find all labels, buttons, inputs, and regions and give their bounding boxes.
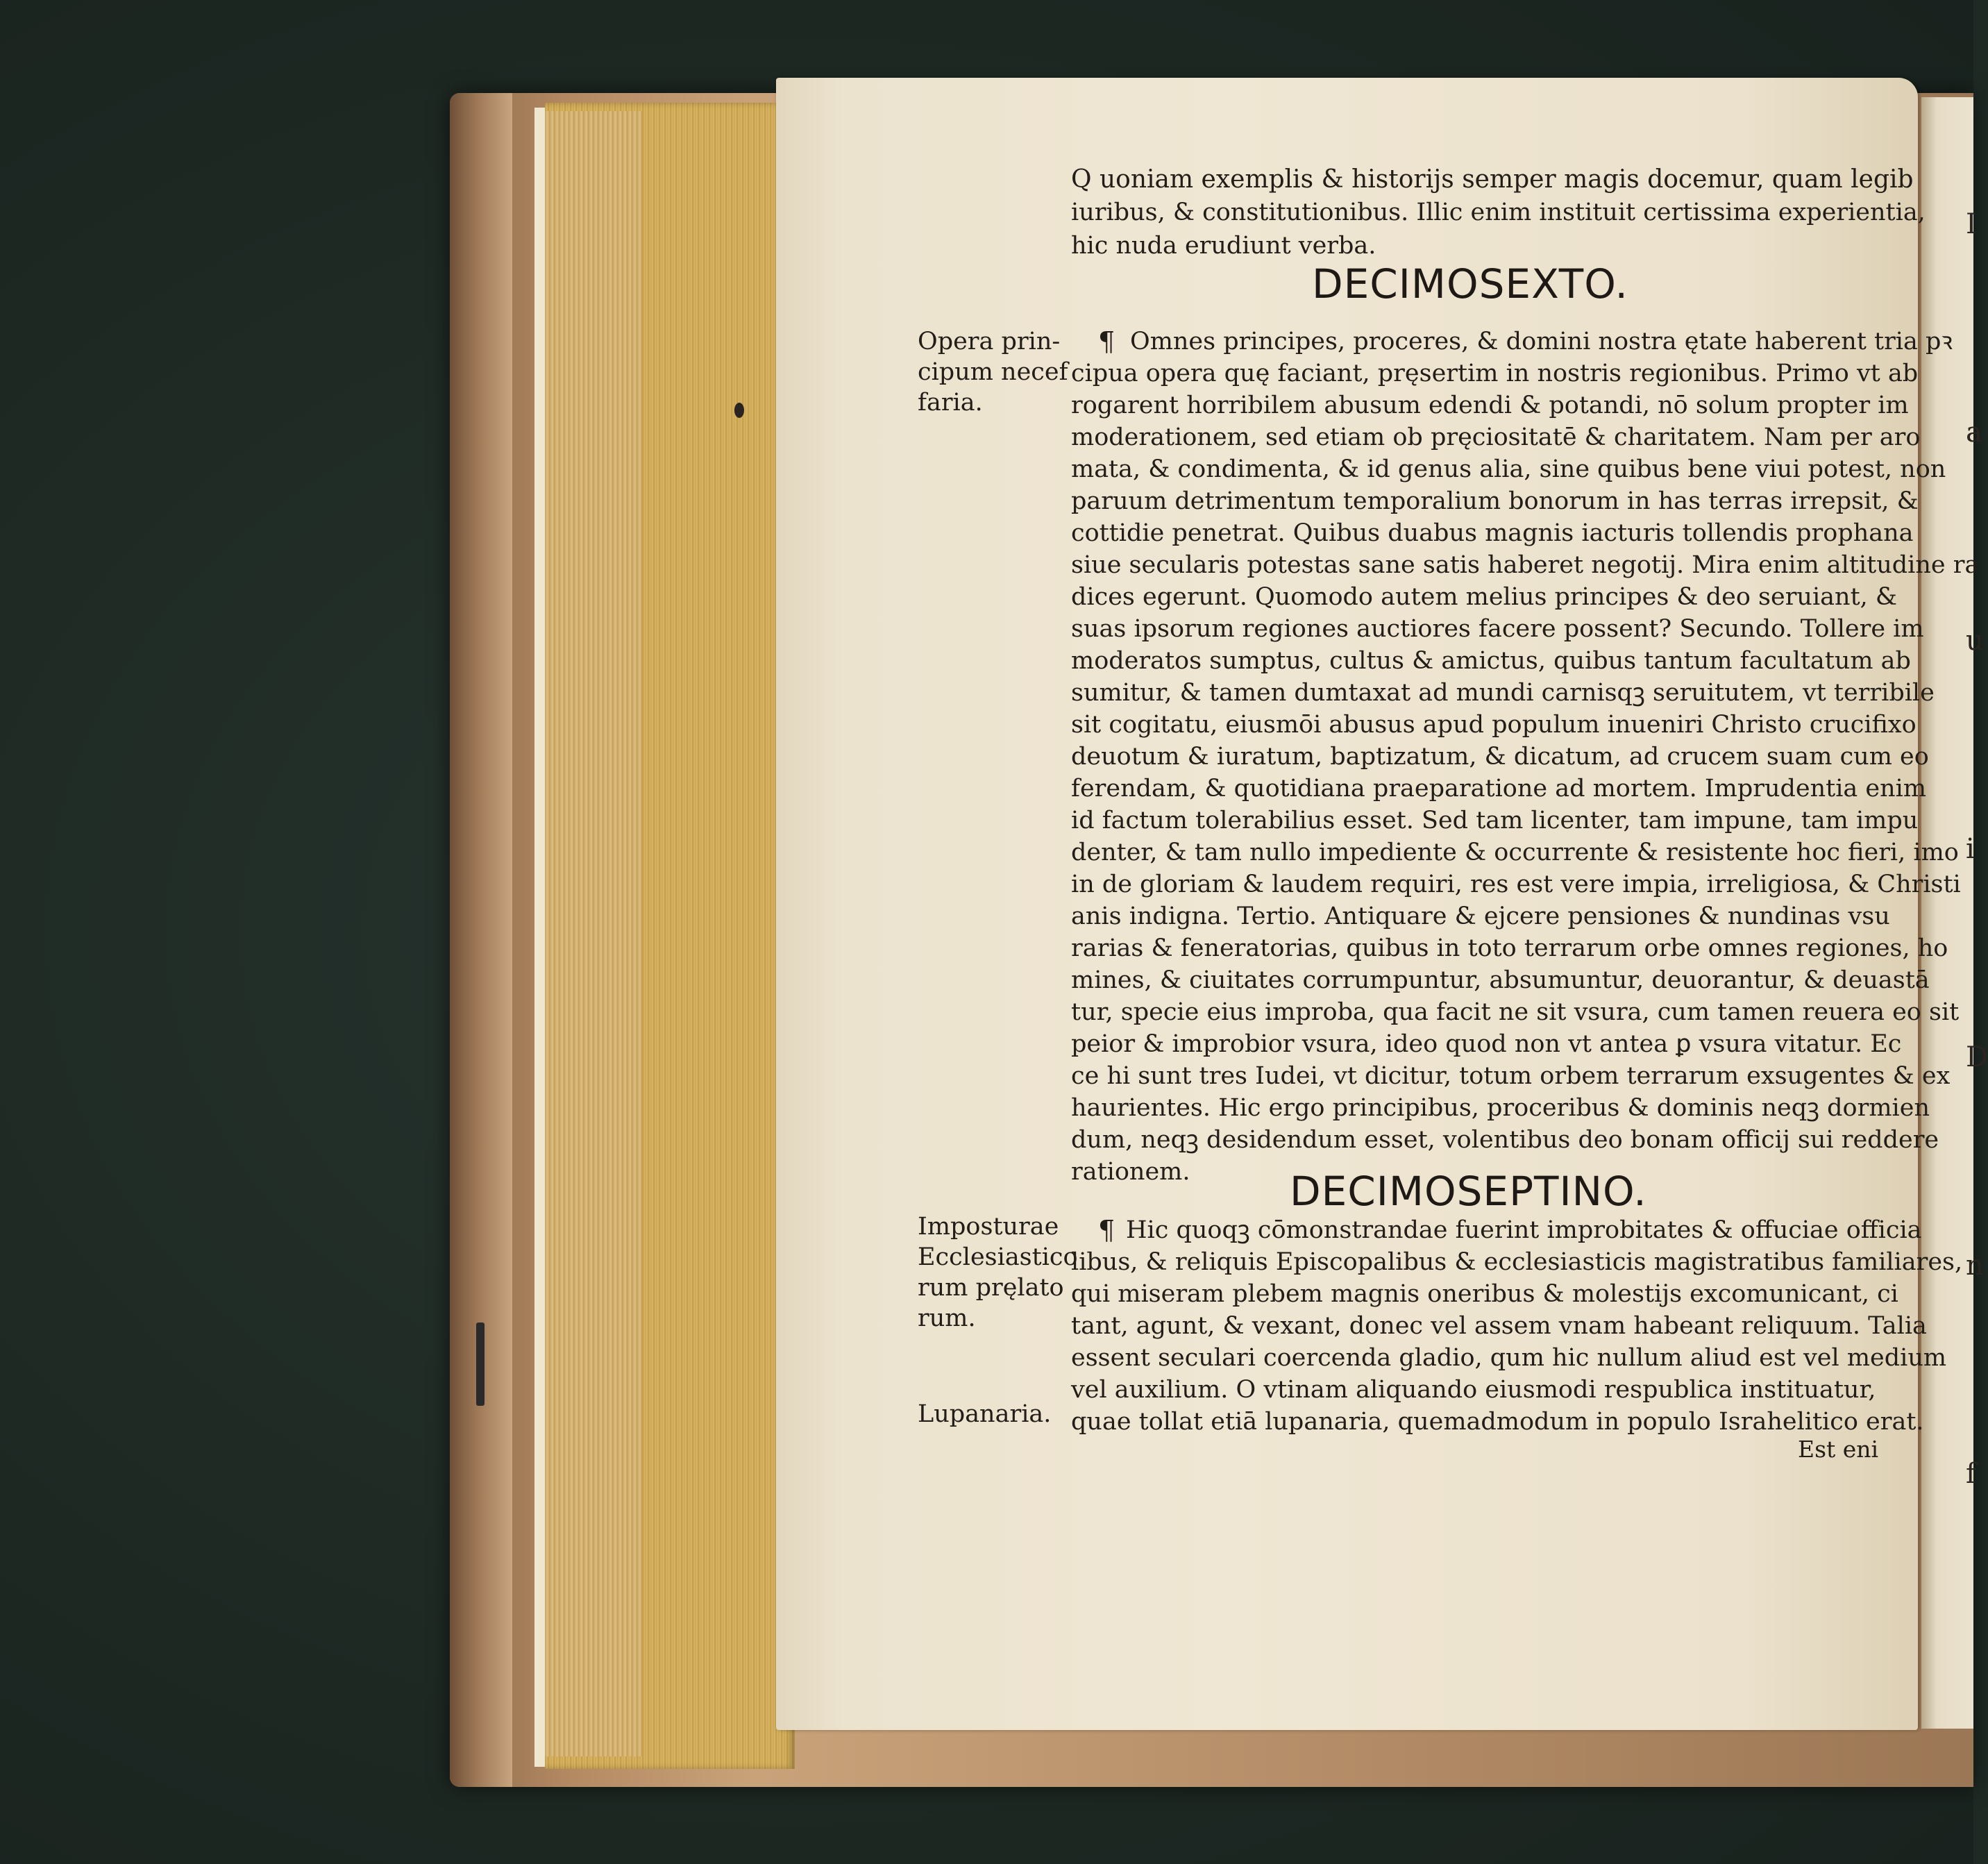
- margin-note-line: Ecclesiastico: [918, 1243, 1078, 1271]
- facing-page-glyph: n: [1966, 1250, 1984, 1282]
- margin-note-line: faria.: [918, 389, 983, 417]
- text-line: vel auxilium. O vtinam aliquando eiusmodi respublica instituatur,: [1071, 1376, 1876, 1404]
- margin-note-imposturae: [918, 1211, 1078, 1334]
- margin-note-line: Opera prin-: [918, 328, 1061, 355]
- text-line: ferendam, & quotidiana praeparatione ad mortem. Imprudentia enim: [1071, 775, 1927, 803]
- text-line: quae tollat etiā lupanaria, quemadmodum in populo Israhelitico erat.: [1071, 1408, 1924, 1436]
- pilcrow-2: ¶: [1098, 1215, 1115, 1245]
- facing-page-glyph: f: [1966, 1458, 1976, 1490]
- text-line: deuotum & iuratum, baptizatum, & dicatum, ad crucem suam cum eo: [1071, 743, 1929, 771]
- margin-note-line: Imposturae: [918, 1213, 1059, 1241]
- facing-page-glyph: a: [1966, 417, 1982, 448]
- facing-page-glyph: i: [1966, 833, 1975, 865]
- facing-page-glyph: u: [1966, 625, 1984, 657]
- text-line: dum, neqꝫ desidendum esset, volentibus deo bonam officij sui reddere: [1071, 1126, 1939, 1154]
- pilcrow-1: ¶: [1098, 326, 1115, 357]
- section-heading-decimosexto: DECIMOSEXTO.: [1312, 260, 1628, 308]
- text-line: haurientes. Hic ergo principibus, proceribus & dominis neqꝫ dormien: [1071, 1094, 1930, 1122]
- text-line: anis indigna. Tertio. Antiquare & ejcere pensiones & nundinas vsu: [1071, 902, 1890, 930]
- margin-note-lupanaria: Lupanaria.: [918, 1400, 1052, 1428]
- facing-page-glyph: D: [1966, 1041, 1988, 1073]
- text-line: mata, & condimenta, & id genus alia, sine quibus bene viui potest, non: [1071, 455, 1946, 483]
- margin-note-line: rum pręlato: [918, 1274, 1064, 1302]
- text-line: qui miseram plebem magnis oneribus & molestijs excomunicant, ci: [1071, 1280, 1898, 1308]
- header-line-3: hic nuda erudiunt verba.: [1071, 232, 1376, 260]
- catchword: Est eni: [1798, 1436, 1879, 1463]
- margin-note-line: cipum necef: [918, 358, 1068, 386]
- margin-note-line: rum.: [918, 1304, 976, 1332]
- margin-note-opera: [918, 326, 1068, 418]
- header-line-2: iuribus, & constitutionibus. Illic enim instituit certissima experientia,: [1071, 199, 1926, 226]
- text-line: mines, & ciuitates corrumpuntur, absumuntur, deuorantur, & deuastā: [1071, 966, 1930, 994]
- text-line: Omnes principes, proceres, & domini nostra ętate haberent tria pꝛ: [1130, 328, 1953, 355]
- header-line-1: Q uoniam exemplis & historijs semper magis docemur, quam legib: [1071, 165, 1914, 194]
- page-block-inner: [545, 111, 642, 1756]
- text-line: rationem.: [1071, 1158, 1190, 1186]
- text-line: sumitur, & tamen dumtaxat ad mundi carnisqꝫ seruitutem, vt terribile: [1071, 679, 1935, 707]
- text-line: id factum tolerabilius esset. Sed tam licenter, tam impune, tam impu: [1071, 807, 1919, 834]
- text-line: rarias & feneratorias, quibus in toto terrarum orbe omnes regiones, ho: [1071, 934, 1948, 962]
- ink-spot: [734, 403, 744, 418]
- text-line: ce hi sunt tres Iudei, vt dicitur, totum orbem terrarum exsugentes & ex: [1071, 1062, 1951, 1090]
- text-line: Hic quoqꝫ cōmonstrandae fuerint improbitates & offuciae officia: [1126, 1216, 1922, 1244]
- clasp-mark: [476, 1323, 485, 1406]
- text-line: tant, agunt, & vexant, donec vel assem vnam habeant reliquum. Talia: [1071, 1312, 1927, 1340]
- text-line: essent seculari coercenda gladio, qum hic nullum aliud est vel medium: [1071, 1344, 1947, 1372]
- text-line: suas ipsorum regiones auctiores facere possent? Secundo. Tollere im: [1071, 615, 1924, 643]
- text-line: cipua opera quę faciant, pręsertim in nostris regionibus. Primo vt ab: [1071, 360, 1919, 387]
- text-line: dices egerunt. Quomodo autem melius principes & deo seruiant, &: [1071, 583, 1898, 611]
- section-heading-decimoseptino: DECIMOSEPTINO.: [1290, 1168, 1647, 1215]
- text-line: peior & improbior vsura, ideo quod non vt antea ꝑ vsura vitatur. Ec: [1071, 1030, 1902, 1058]
- text-line: libus, & reliquis Episcopalibus & ecclesiasticis magistratibus familiares,: [1071, 1248, 1963, 1276]
- text-line: denter, & tam nullo impediente & occurrente & resistente hoc fieri, imo: [1071, 839, 1959, 866]
- text-line: moderatos sumptus, cultus & amictus, quibus tantum facultatum ab: [1071, 647, 1911, 675]
- text-line: moderationem, sed etiam ob pręciositatē & charitatem. Nam per aro: [1071, 423, 1921, 451]
- text-line: rogarent horribilem abusum edendi & potandi, nō solum propter im: [1071, 392, 1909, 419]
- facing-page-glyph: I: [1966, 208, 1977, 240]
- cover-edge: [450, 93, 512, 1787]
- text-line: cottidie penetrat. Quibus duabus magnis iacturis tollendis prophana: [1071, 519, 1914, 547]
- text-line: in de gloriam & laudem requiri, res est vere impia, irreligiosa, & Christi: [1071, 871, 1961, 898]
- text-line: tur, specie eius improba, qua facit ne sit vsura, cum tamen reuera eo sit: [1071, 998, 1960, 1026]
- text-line: sit cogitatu, eiusmōi abusus apud populum inueniri Christo crucifixo: [1071, 711, 1917, 739]
- text-line: paruum detrimentum temporalium bonorum in has terras irrepsit, &: [1071, 487, 1919, 515]
- text-line: siue secularis potestas sane satis haberet negotij. Mira enim altitudine ra: [1071, 551, 1980, 579]
